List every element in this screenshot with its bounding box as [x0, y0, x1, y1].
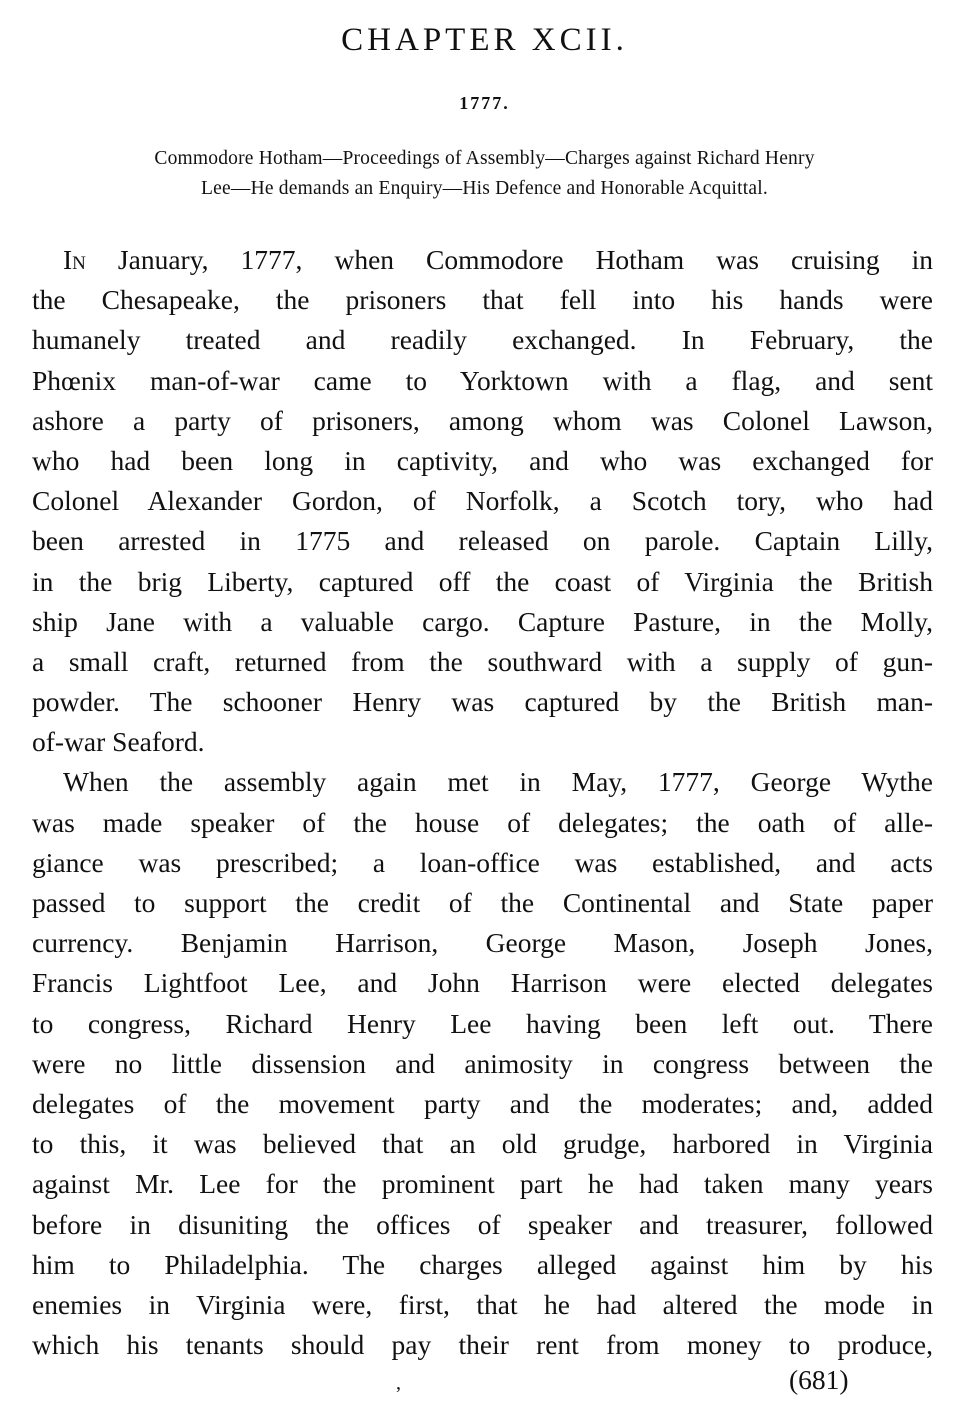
paragraph-line: to this, it was believed that an old grudge, harbored in Virginia: [32, 1128, 933, 1160]
synopsis-line: Lee—He demands an Enquiry—His Defence and Honorable Acquittal.: [201, 178, 768, 199]
paragraph-1: [32, 240, 933, 762]
stray-mark: ,: [396, 1372, 401, 1394]
chapter-year: 1777.: [459, 93, 510, 113]
paragraph-line: him to Philadelphia. The charges alleged against him by his: [32, 1248, 933, 1280]
paragraph-line: the Chesapeake, the prisoners that fell into his hands were: [32, 284, 933, 316]
paragraph-line: humanely treated and readily exchanged. In February, the: [32, 324, 933, 356]
paragraph-line: Francis Lightfoot Lee, and John Harrison were elected delegates: [32, 967, 933, 999]
body-text: [32, 240, 933, 1365]
paragraph-2: [32, 762, 933, 1365]
paragraph-line: delegates of the movement party and the moderates; and, added: [32, 1087, 933, 1119]
chapter-title: CHAPTER XCII.: [341, 22, 628, 58]
paragraph-line: were no little dissension and animosity in congress between the: [32, 1047, 933, 1079]
paragraph-line: a small craft, returned from the southward with a supply of gun-: [32, 645, 933, 677]
paragraph-line: which his tenants should pay their rent from money to produce,: [32, 1329, 933, 1361]
paragraph-line: ship Jane with a valuable cargo. Capture Pasture, in the Molly,: [32, 605, 933, 637]
paragraph-line: to congress, Richard Henry Lee having been left out. There: [32, 1007, 933, 1039]
paragraph-line: giance was prescribed; a loan-office was established, and acts: [32, 846, 933, 878]
paragraph-line: against Mr. Lee for the prominent part he had taken many years: [32, 1168, 933, 1200]
paragraph-line: passed to support the credit of the Continental and State paper: [32, 887, 933, 918]
paragraph-line: When the assembly again met in May, 1777, George Wythe: [63, 766, 933, 798]
paragraph-line: powder. The schooner Henry was captured by the British man-: [32, 686, 933, 718]
paragraph-line: Phœnix man-of-war came to Yorktown with a flag, and sent: [32, 364, 933, 396]
paragraph-line: was made speaker of the house of delegates; the oath of alle-: [32, 806, 933, 838]
synopsis-line: Commodore Hotham—Proceedings of Assembly—Charges against Richard Henry: [154, 148, 815, 169]
paragraph-line: ashore a party of prisoners, among whom was Colonel Lawson,: [32, 404, 933, 436]
paragraph-line: before in disuniting the offices of speaker and treasurer, followed: [32, 1208, 933, 1240]
paragraph-line: of-war Seaford.: [32, 726, 205, 758]
page-number: (681): [789, 1364, 849, 1395]
chapter-synopsis: [20, 144, 949, 204]
paragraph-line: who had been long in captivity, and who was exchanged for: [32, 444, 933, 476]
paragraph-line: enemies in Virginia were, first, that he had altered the mode in: [32, 1288, 933, 1320]
dropcap: In: [63, 244, 86, 275]
paragraph-line: Colonel Alexander Gordon, of Norfolk, a Scotch tory, who had: [32, 485, 933, 517]
paragraph-line: in the brig Liberty, captured off the coast of Virginia the British: [32, 565, 933, 597]
paragraph-line-text: January, 1777, when Commodore Hotham was cruising in: [85, 244, 933, 275]
paragraph-line: [32, 240, 933, 280]
paragraph-line: been arrested in 1775 and released on parole. Captain Lilly,: [32, 525, 933, 557]
paragraph-line: currency. Benjamin Harrison, George Mason, Joseph Jones,: [32, 927, 933, 959]
